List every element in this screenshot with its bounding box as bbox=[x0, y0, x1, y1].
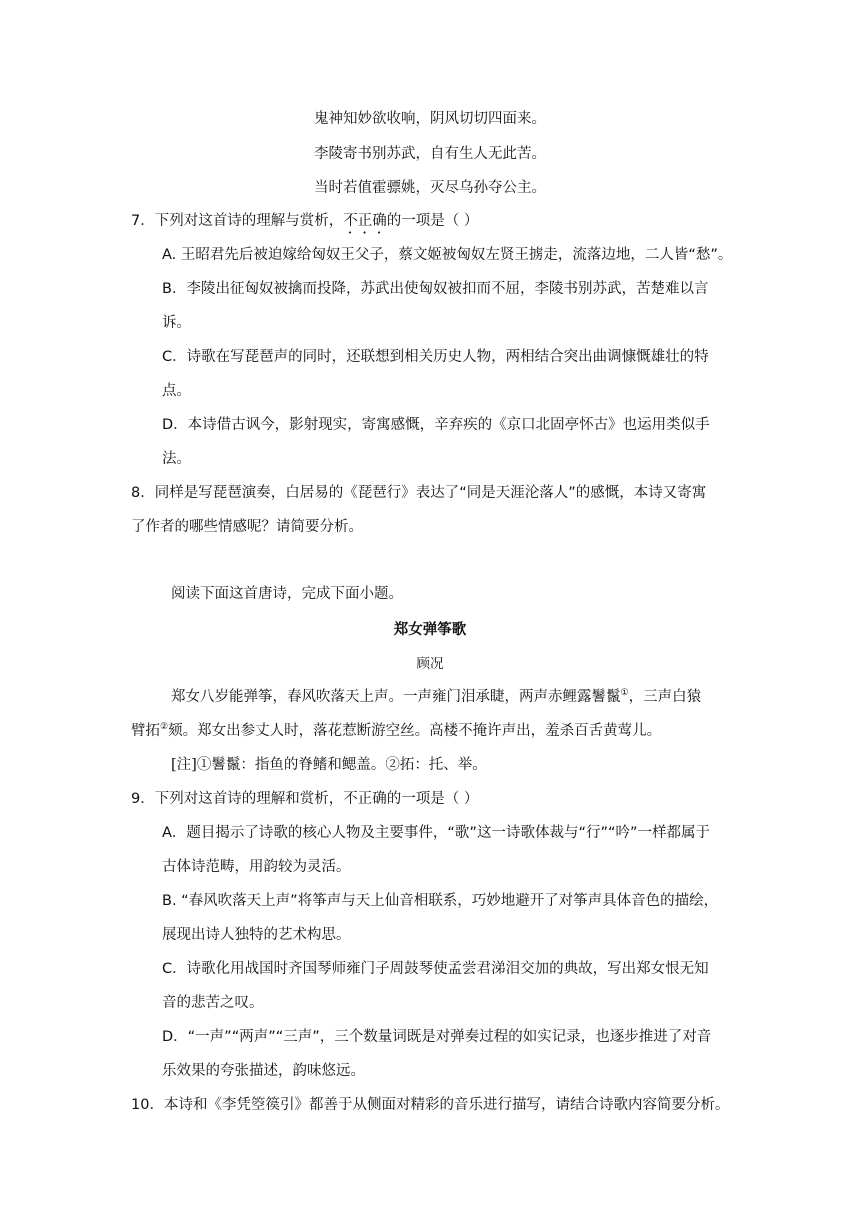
question-7-option-b-line1: B．李陵出征匈奴被擒而投降，苏武出使匈奴被扣而不屈，李陵书别苏武，苦楚难以言 bbox=[162, 281, 709, 297]
question-10: 10．本诗和《李凭箜篌引》都善于从侧面对精彩的音乐进行描写，请结合诗歌内容简要分析。 bbox=[131, 1097, 730, 1113]
footnote-marker-1: ① bbox=[620, 688, 629, 699]
poem-text-line2-head: 臂拓 bbox=[131, 723, 160, 739]
question-9-option-c-line1: C．诗歌化用战国时齐国琴师雍门子周鼓琴使孟尝君涕泪交加的典故，写出郑女恨无知 bbox=[162, 961, 709, 977]
poem-text-line2 bbox=[131, 721, 661, 741]
question-7-stem bbox=[131, 211, 478, 237]
question-8-line2: 了作者的哪些情感呢？请简要分析。 bbox=[131, 519, 363, 535]
question-9-option-a-line1: A．题目揭示了诗歌的核心人物及主要事件，“歌”这一诗歌体裁与“行”“吟”一样都属于 bbox=[162, 825, 710, 841]
question-9-option-b-line2: 展现出诗人独特的艺术构思。 bbox=[162, 927, 351, 943]
question-7-option-c-line1: C．诗歌在写琵琶声的同时，还联想到相关历史人物，两相结合突出曲调慷慨雄壮的特 bbox=[162, 349, 709, 365]
poem-text-line2-main: 颏。郑女出参丈人时，落花惹断游空丝。高楼不掩许声出，羞杀百舌黄莺儿。 bbox=[168, 723, 662, 739]
poem-text-line1 bbox=[171, 687, 701, 707]
footnote-marker-2: ② bbox=[160, 722, 169, 733]
poem-footnote: [注]①鬐鬣：指鱼的脊鳍和鳃盖。②拓：托、举。 bbox=[171, 757, 487, 773]
question-9-option-d-line2: 乐效果的夸张描述，韵味悠远。 bbox=[162, 1063, 365, 1079]
question-7-stem-after: 的一项是（ ） bbox=[386, 213, 479, 229]
poem-title: 郑女弹筝歌 bbox=[393, 621, 467, 638]
poem-text-line1-tail: ，三声白猿 bbox=[628, 689, 702, 705]
question-8-line1: 8．同样是写琵琶演奏，白居易的《琵琶行》表达了“同是天涯沦落人”的感慨，本诗又寄寓 bbox=[131, 485, 707, 501]
question-9-option-d-line1: D．“一声”“两声”“三声”，三个数量词既是对弹奏过程的如实记录，也逐步推进了对音 bbox=[162, 1029, 712, 1045]
question-7-emphasis: 不正确 bbox=[343, 213, 387, 229]
question-9-option-b-line1: B. “春风吹落天上声”将筝声与天上仙音相联系，巧妙地避开了对筝声具体音色的描绘， bbox=[162, 893, 719, 909]
question-9-option-c-line2: 音的悲苦之叹。 bbox=[162, 995, 264, 1011]
poem-text-line1-main: 郑女八岁能弹筝，春风吹落天上声。一声雍门泪承睫，两声赤鲤露鬐鬣 bbox=[171, 689, 621, 705]
question-7-option-d-line2: 法。 bbox=[162, 451, 191, 467]
question-7-stem-before: 下列对这首诗的理解与赏析， bbox=[154, 213, 344, 229]
poem-author: 顾况 bbox=[416, 656, 444, 672]
question-9-stem: 9．下列对这首诗的理解和赏析，不正确的一项是（ ） bbox=[131, 791, 479, 807]
reading-instruction: 阅读下面这首唐诗，完成下面小题。 bbox=[171, 586, 403, 602]
question-9-option-a-line2: 古体诗范畴，用韵较为灵活。 bbox=[162, 859, 351, 875]
poem-line-1: 鬼神知妙欲收响，阴风切切四面来。 bbox=[314, 111, 546, 127]
question-7-option-b-line2: 诉。 bbox=[162, 315, 191, 331]
question-7-option-c-line2: 点。 bbox=[162, 383, 191, 399]
question-7-option-a: A. 王昭君先后被迫嫁给匈奴王父子，蔡文姬被匈奴左贤王掳走，流落边地，二人皆“愁”。 bbox=[162, 247, 733, 263]
question-7-number: 7． bbox=[131, 213, 155, 229]
question-7-option-d-line1: D．本诗借古讽今，影射现实，寄寓感慨，辛弃疾的《京口北固亭怀古》也运用类似手 bbox=[162, 417, 710, 433]
poem-line-3: 当时若值霍骠姚，灭尽乌孙夺公主。 bbox=[314, 180, 546, 196]
poem-line-2: 李陵寄书别苏武，自有生人无此苦。 bbox=[314, 146, 546, 162]
